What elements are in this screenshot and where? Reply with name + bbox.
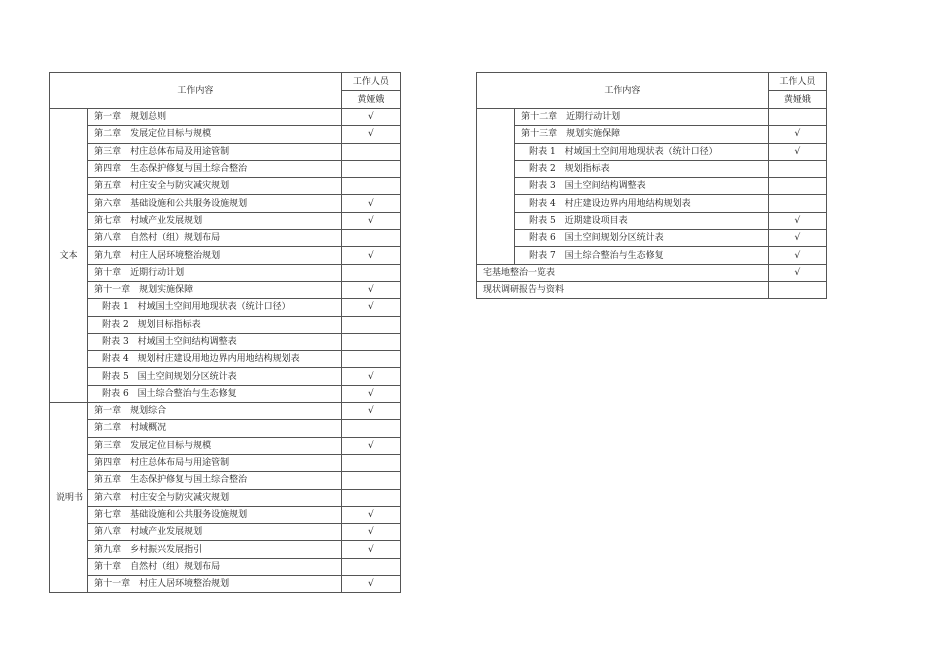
check-cell: √ (341, 506, 400, 523)
table-row (50, 351, 401, 368)
table-row (50, 109, 401, 126)
staff-name-header: 黄娅娥 (341, 91, 400, 109)
check-cell: √ (341, 109, 400, 126)
table-row (50, 472, 401, 489)
item-text: 第五章 村庄安全与防灾减灾规划 (88, 178, 342, 195)
table-row (50, 281, 401, 298)
check-cell (341, 351, 400, 368)
item-text: 第二章 发展定位目标与规模 (88, 126, 342, 143)
check-cell (341, 264, 400, 281)
item-text: 第一章 规划总则 (88, 109, 342, 126)
table-row (50, 178, 401, 195)
check-cell: √ (341, 212, 400, 229)
check-cell (341, 420, 400, 437)
table-row (50, 299, 401, 316)
check-cell (341, 454, 400, 471)
item-text: 第三章 村庄总体布局及用途管制 (88, 143, 342, 160)
item-text: 现状调研报告与资料 (477, 281, 769, 298)
table-row (50, 264, 401, 281)
item-text: 附表 2 规划目标指标表 (88, 316, 342, 333)
header-row (477, 73, 827, 91)
check-cell (341, 333, 400, 350)
table-row (477, 281, 827, 298)
group-label-empty (477, 109, 515, 265)
table-row (50, 506, 401, 523)
item-text: 第六章 基础设施和公共服务设施规划 (88, 195, 342, 212)
table-row (50, 437, 401, 454)
table-row (50, 576, 401, 593)
check-cell (341, 230, 400, 247)
group-label: 文本 (50, 109, 88, 403)
group-label: 说明书 (50, 403, 88, 593)
item-text: 附表 6 国土空间规划分区统计表 (515, 230, 769, 247)
work-content-header: 工作内容 (477, 73, 769, 109)
item-text: 第十一章 规划实施保障 (88, 281, 342, 298)
item-text: 第七章 村域产业发展规划 (88, 212, 342, 229)
table-row (477, 195, 827, 212)
check-cell: √ (341, 403, 400, 420)
item-text: 附表 3 村域国土空间结构调整表 (88, 333, 342, 350)
check-cell (768, 160, 826, 177)
item-text: 第十章 自然村（组）规划布局 (88, 558, 342, 575)
item-text: 第九章 乡村振兴发展指引 (88, 541, 342, 558)
table-row (50, 126, 401, 143)
check-cell: √ (768, 143, 826, 160)
item-text: 附表 4 村庄建设边界内用地结构规划表 (515, 195, 769, 212)
item-text: 附表 3 国土空间结构调整表 (515, 178, 769, 195)
check-cell (768, 281, 826, 298)
check-cell: √ (341, 576, 400, 593)
item-text: 附表 7 国土综合整治与生态修复 (515, 247, 769, 264)
left-table-body (50, 73, 401, 593)
check-cell (341, 178, 400, 195)
staff-label-header: 工作人员 (768, 73, 826, 91)
item-text: 第八章 自然村（组）规划布局 (88, 230, 342, 247)
item-text: 第五章 生态保护修复与国土综合整治 (88, 472, 342, 489)
check-cell (341, 558, 400, 575)
item-text: 第七章 基础设施和公共服务设施规划 (88, 506, 342, 523)
check-cell: √ (768, 230, 826, 247)
item-text: 第十二章 近期行动计划 (515, 109, 769, 126)
table-row (477, 230, 827, 247)
table-row (477, 264, 827, 281)
check-cell (341, 160, 400, 177)
table-row (50, 489, 401, 506)
item-text: 第三章 发展定位目标与规模 (88, 437, 342, 454)
check-cell: √ (341, 524, 400, 541)
work-content-header: 工作内容 (50, 73, 342, 109)
table-row (50, 368, 401, 385)
check-cell: √ (341, 385, 400, 402)
table-row (50, 524, 401, 541)
check-cell: √ (341, 541, 400, 558)
check-cell: √ (341, 368, 400, 385)
check-cell (341, 143, 400, 160)
check-cell (341, 472, 400, 489)
table-row (50, 212, 401, 229)
table-row (50, 247, 401, 264)
check-cell: √ (768, 264, 826, 281)
check-cell: √ (341, 299, 400, 316)
table-row (50, 403, 401, 420)
check-cell: √ (341, 195, 400, 212)
table-row (50, 143, 401, 160)
staff-label-header: 工作人员 (341, 73, 400, 91)
table-row (50, 230, 401, 247)
table-row (50, 333, 401, 350)
check-cell: √ (341, 437, 400, 454)
check-cell: √ (768, 126, 826, 143)
table-row (50, 454, 401, 471)
table-row (50, 541, 401, 558)
check-cell (768, 109, 826, 126)
item-text: 附表 5 近期建设项目表 (515, 212, 769, 229)
table-row (477, 247, 827, 264)
item-text: 第九章 村庄人居环境整治规划 (88, 247, 342, 264)
item-text: 第六章 村庄安全与防灾减灾规划 (88, 489, 342, 506)
staff-name-header: 黄娅娥 (768, 91, 826, 109)
check-cell (341, 316, 400, 333)
check-cell: √ (768, 212, 826, 229)
item-text: 宅基地整治一览表 (477, 264, 769, 281)
table-row (477, 126, 827, 143)
table-row (50, 195, 401, 212)
table-row (477, 178, 827, 195)
check-cell: √ (768, 247, 826, 264)
table-row (50, 316, 401, 333)
item-text: 第二章 村域概况 (88, 420, 342, 437)
item-text: 第四章 村庄总体布局与用途管制 (88, 454, 342, 471)
table-row (477, 212, 827, 229)
table-row (50, 160, 401, 177)
item-text: 附表 4 规划村庄建设用地边界内用地结构规划表 (88, 351, 342, 368)
item-text: 第四章 生态保护修复与国土综合整治 (88, 160, 342, 177)
check-cell (341, 489, 400, 506)
item-text: 第八章 村域产业发展规划 (88, 524, 342, 541)
item-text: 第一章 规划综合 (88, 403, 342, 420)
item-text: 附表 1 村域国土空间用地现状表（统计口径） (88, 299, 342, 316)
check-cell (768, 178, 826, 195)
table-row (477, 109, 827, 126)
item-text: 第十三章 规划实施保障 (515, 126, 769, 143)
table-row (477, 160, 827, 177)
header-row (50, 73, 401, 91)
check-cell: √ (341, 247, 400, 264)
right-work-table (476, 72, 827, 299)
item-text: 附表 5 国土空间规划分区统计表 (88, 368, 342, 385)
table-row (50, 420, 401, 437)
item-text: 附表 1 村域国土空间用地现状表（统计口径） (515, 143, 769, 160)
table-row (50, 558, 401, 575)
table-row (50, 385, 401, 402)
table-row (477, 143, 827, 160)
item-text: 第十章 近期行动计划 (88, 264, 342, 281)
check-cell: √ (341, 126, 400, 143)
left-work-table (49, 72, 401, 593)
item-text: 第十一章 村庄人居环境整治规划 (88, 576, 342, 593)
item-text: 附表 2 规划指标表 (515, 160, 769, 177)
item-text: 附表 6 国土综合整治与生态修复 (88, 385, 342, 402)
check-cell (768, 195, 826, 212)
check-cell: √ (341, 281, 400, 298)
right-table-body (477, 73, 827, 299)
